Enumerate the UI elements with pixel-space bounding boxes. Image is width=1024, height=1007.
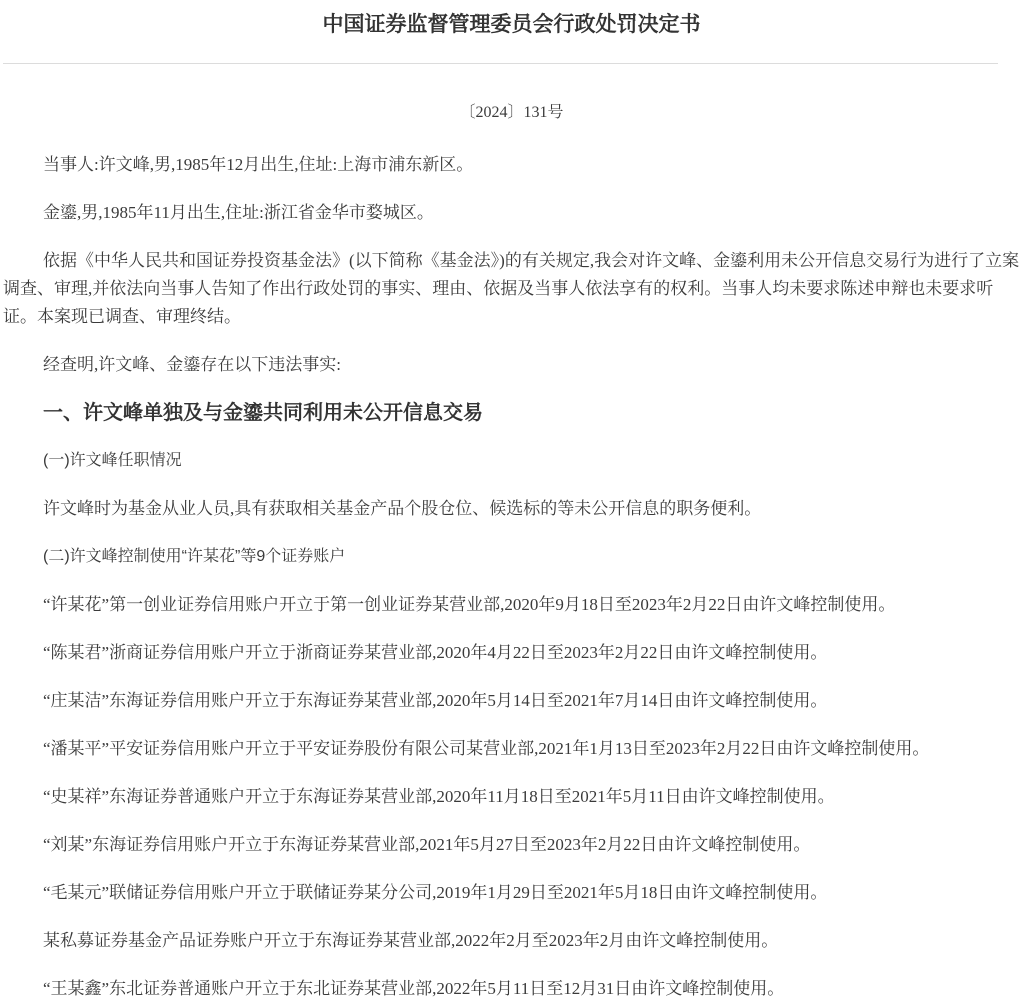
document-number: 〔2024〕131号 bbox=[459, 104, 564, 121]
document-paragraph: 某私募证券基金产品证券账户开立于东海证券某营业部,2022年2月至2023年2月由许文峰控制使用。 bbox=[43, 931, 779, 950]
document-paragraph: 依据《中华人民共和国证券投资基金法》(以下简称《基金法》)的有关规定,我会对许文峰、金鎏利用未公开信息交易行为进行了立案调查、审理,并依法向当事人告知了作出行政处罚的事实、理由、依据及当事人依法享有的权利。当事人均未要求陈述申辩也未要求听证。本案现已调查、审理终结。 bbox=[3, 251, 1020, 326]
document-paragraph: 许文峰时为基金从业人员,具有获取相关基金产品个股仓位、候选标的等未公开信息的职务便利。 bbox=[43, 499, 762, 518]
document-body bbox=[3, 151, 1020, 1003]
document-paragraph: “许某花”第一创业证券信用账户开立于第一创业证券某营业部,2020年9月18日至2023年2月22日由许文峰控制使用。 bbox=[43, 595, 896, 614]
document-paragraph: “陈某君”浙商证券信用账户开立于浙商证券某营业部,2020年4月22日至2023年2月22日由许文峰控制使用。 bbox=[43, 643, 828, 662]
document-paragraph: 金鎏,男,1985年11月出生,住址:浙江省金华市婺城区。 bbox=[43, 203, 434, 222]
document-paragraph: “史某祥”东海证券普通账户开立于东海证券某营业部,2020年11月18日至2021年5月11日由许文峰控制使用。 bbox=[43, 787, 835, 806]
document-paragraph: 一、许文峰单独及与金鎏共同利用未公开信息交易 bbox=[43, 402, 483, 424]
document-paragraph: “潘某平”平安证券信用账户开立于平安证券股份有限公司某营业部,2021年1月13日至2023年2月22日由许文峰控制使用。 bbox=[43, 739, 930, 758]
document-paragraph: “刘某”东海证券信用账户开立于东海证券某营业部,2021年5月27日至2023年2月22日由许文峰控制使用。 bbox=[43, 835, 811, 854]
horizontal-divider bbox=[3, 63, 998, 64]
document-paragraph: 经查明,许文峰、金鎏存在以下违法事实: bbox=[43, 355, 341, 374]
document-paragraph: “毛某元”联储证券信用账户开立于联储证券某分公司,2019年1月29日至2021年5月18日由许文峰控制使用。 bbox=[43, 883, 828, 902]
document-paragraph: “王某鑫”东北证券普通账户开立于东北证券某营业部,2022年5月11日至12月31日由许文峰控制使用。 bbox=[43, 979, 785, 998]
document-paragraph: 当事人:许文峰,男,1985年12月出生,住址:上海市浦东新区。 bbox=[43, 155, 474, 174]
document-paragraph: (二)许文峰控制使用“许某花”等9个证券账户 bbox=[43, 548, 346, 565]
document-paragraph: (一)许文峰任职情况 bbox=[43, 452, 182, 469]
page-title: 中国证券监督管理委员会行政处罚决定书 bbox=[322, 12, 701, 36]
document-paragraph: “庄某洁”东海证券信用账户开立于东海证券某营业部,2020年5月14日至2021年7月14日由许文峰控制使用。 bbox=[43, 691, 828, 710]
